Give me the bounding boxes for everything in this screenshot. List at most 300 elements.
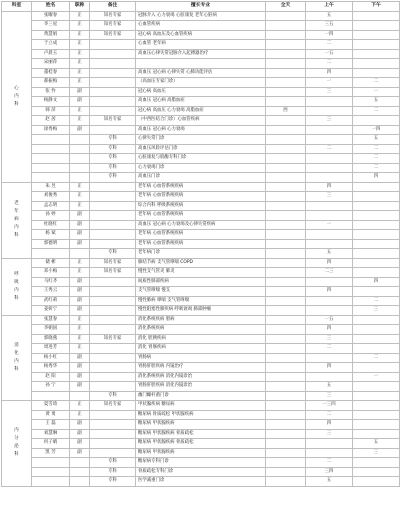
specialty-cell: 冠心病 高血压 心力衰竭 高脂血症: [136, 106, 266, 116]
doctor-name-cell: 王秀云: [32, 287, 70, 297]
remark-cell: [90, 59, 136, 69]
department-label: [2, 315, 32, 401]
table-row: [2, 325, 400, 335]
morning-cell: [306, 97, 353, 107]
full-day-cell: [266, 401, 306, 411]
title-rank-cell: 正: [70, 410, 90, 420]
doctor-name-cell: 于立成: [32, 40, 70, 50]
title-rank-cell: 正: [70, 334, 90, 344]
doctor-name-cell: 凯 芳: [32, 448, 70, 458]
table-row: [2, 439, 400, 449]
table-row: [2, 220, 400, 230]
doctor-name-cell: 姜妍宁: [32, 306, 70, 316]
remark-cell: [90, 40, 136, 50]
header-title: 职称: [70, 2, 90, 12]
remark-cell: 专科: [90, 477, 136, 487]
remark-cell: [90, 372, 136, 382]
morning-cell: 一四: [306, 30, 353, 40]
full-day-cell: [266, 49, 306, 59]
morning-cell: 五: [306, 249, 353, 259]
doctor-name-cell: 邓小梅: [32, 268, 70, 278]
title-rank-cell: 副: [70, 448, 90, 458]
doctor-name-cell: [32, 458, 70, 468]
full-day-cell: [266, 78, 306, 88]
table-row: [2, 306, 400, 316]
title-rank-cell: 副: [70, 97, 90, 107]
table-row: [2, 334, 400, 344]
morning-cell: 二: [306, 410, 353, 420]
specialty-cell: 肺结节病 支气管哮喘 COPD: [136, 258, 266, 268]
doctor-name-cell: 李朝国: [32, 325, 70, 335]
specialty-cell: 冠心病 高血压及心血管疾病: [136, 30, 266, 40]
remark-cell: [90, 306, 136, 316]
specialty-cell: 慢性肺病 哮喘 支气管哮喘: [136, 296, 266, 306]
full-day-cell: [266, 154, 306, 164]
morning-cell: 四: [306, 68, 353, 78]
table-row: [2, 239, 400, 249]
full-day-cell: [266, 201, 306, 211]
table-row: [2, 68, 400, 78]
title-rank-cell: 正: [70, 201, 90, 211]
specialty-cell: 心律失常门诊: [136, 135, 266, 145]
full-day-cell: [266, 30, 306, 40]
table-row: [2, 201, 400, 211]
table-row: [2, 287, 400, 297]
full-day-cell: [266, 125, 306, 135]
afternoon-cell: 二: [353, 78, 400, 88]
remark-cell: 知名专家: [90, 21, 136, 31]
doctor-name-cell: 储 彬: [32, 258, 70, 268]
specialty-cell: 高血压门诊: [136, 173, 266, 183]
specialty-cell: 消化 胆胰疾病: [136, 334, 266, 344]
table-row: [2, 448, 400, 458]
morning-cell: 三: [306, 87, 353, 97]
table-row: [2, 258, 400, 268]
afternoon-cell: [353, 220, 400, 230]
doctor-name-cell: [32, 249, 70, 259]
title-rank-cell: [70, 154, 90, 164]
title-rank-cell: [70, 477, 90, 487]
table-row: [2, 125, 400, 135]
morning-cell: 三: [306, 192, 353, 202]
specialty-cell: 心血管 老年病: [136, 40, 266, 50]
full-day-cell: [266, 135, 306, 145]
morning-cell: [306, 230, 353, 240]
table-row: [2, 11, 400, 21]
afternoon-cell: 一: [353, 87, 400, 97]
afternoon-cell: 四: [353, 277, 400, 287]
remark-cell: [90, 315, 136, 325]
afternoon-cell: 二: [353, 144, 400, 154]
afternoon-cell: [353, 201, 400, 211]
title-rank-cell: 副: [70, 429, 90, 439]
full-day-cell: [266, 391, 306, 401]
remark-cell: [90, 192, 136, 202]
full-day-cell: [266, 458, 306, 468]
afternoon-cell: [353, 477, 400, 487]
morning-cell: [306, 173, 353, 183]
doctor-name-cell: 赵 阳: [32, 372, 70, 382]
table-row: [2, 21, 400, 31]
title-rank-cell: 副: [70, 439, 90, 449]
afternoon-cell: [353, 192, 400, 202]
full-day-cell: [266, 258, 306, 268]
title-rank-cell: 副: [70, 420, 90, 430]
specialty-cell: 高血压 冠心病 心律失常 心肺功能评估: [136, 68, 266, 78]
title-rank-cell: [70, 467, 90, 477]
afternoon-cell: 五: [353, 135, 400, 145]
doctor-name-cell: [32, 144, 70, 154]
afternoon-cell: 二: [353, 353, 400, 363]
table-row: [2, 315, 400, 325]
table-row: [2, 135, 400, 145]
full-day-cell: [266, 439, 306, 449]
doctor-name-cell: 何子晴: [32, 439, 70, 449]
doctor-name-cell: 宋丽萍: [32, 59, 70, 69]
table-row: [2, 277, 400, 287]
title-rank-cell: 正: [70, 30, 90, 40]
table-row: [2, 477, 400, 487]
doctor-name-cell: 孟志明: [32, 201, 70, 211]
remark-cell: [90, 429, 136, 439]
department-label: [2, 401, 32, 487]
title-rank-cell: 正: [70, 11, 90, 21]
specialty-cell: 老年病 心血管系统疾病: [136, 211, 266, 221]
remark-cell: [90, 277, 136, 287]
full-day-cell: [266, 448, 306, 458]
full-day-cell: [266, 144, 306, 154]
doctor-name-cell: [32, 467, 70, 477]
specialty-cell: 高血压风险评估门诊: [136, 144, 266, 154]
full-day-cell: [266, 410, 306, 420]
table-row: [2, 296, 400, 306]
full-day-cell: [266, 97, 306, 107]
morning-cell: 四: [306, 182, 353, 192]
doctor-name-cell: 杨小红: [32, 353, 70, 363]
doctor-name-cell: 李三星: [32, 21, 70, 31]
remark-cell: 知名专家: [90, 334, 136, 344]
doctor-name-cell: 刘慧琳: [32, 429, 70, 439]
doctor-name-cell: [32, 163, 70, 173]
full-day-cell: [266, 429, 306, 439]
afternoon-cell: [353, 391, 400, 401]
table-row: [2, 30, 400, 40]
afternoon-cell: 二: [353, 296, 400, 306]
title-rank-cell: 正: [70, 192, 90, 202]
specialty-cell: 糖尿病专科门诊: [136, 458, 266, 468]
morning-cell: 一: [306, 220, 353, 230]
morning-cell: 三: [306, 391, 353, 401]
remark-cell: 知名专家: [90, 11, 136, 21]
table-row: [2, 410, 400, 420]
remark-cell: [90, 220, 136, 230]
specialty-cell: 老年病门诊: [136, 249, 266, 259]
table-row: [2, 391, 400, 401]
full-day-cell: [266, 353, 306, 363]
header-department: 科室: [2, 2, 32, 12]
doctor-name-cell: 张慧春: [32, 315, 70, 325]
specialty-cell: 心力衰竭门诊: [136, 163, 266, 173]
table-row: [2, 182, 400, 192]
remark-cell: 专科: [90, 144, 136, 154]
full-day-cell: [266, 477, 306, 487]
title-rank-cell: [70, 173, 90, 183]
afternoon-cell: 三: [353, 306, 400, 316]
doctor-name-cell: 张 怜: [32, 87, 70, 97]
remark-cell: 专科: [90, 173, 136, 183]
specialty-cell: 胃肠病: [136, 353, 266, 363]
full-day-cell: [266, 163, 306, 173]
header-specialty: 擅长专业: [136, 2, 266, 12]
title-rank-cell: 正: [70, 182, 90, 192]
remark-cell: [90, 201, 136, 211]
title-rank-cell: [70, 249, 90, 259]
morning-cell: 二: [306, 59, 353, 69]
doctor-name-cell: 董桂春: [32, 68, 70, 78]
doctor-name-cell: [32, 477, 70, 487]
afternoon-cell: 五: [353, 439, 400, 449]
afternoon-cell: [353, 382, 400, 392]
title-rank-cell: 副: [70, 382, 90, 392]
full-day-cell: [266, 382, 306, 392]
doctor-name-cell: 马红齐: [32, 277, 70, 287]
morning-cell: 一三四: [306, 401, 353, 411]
full-day-cell: [266, 420, 306, 430]
remark-cell: 知名专家: [90, 401, 136, 411]
header-name: 姓名: [32, 2, 70, 12]
morning-cell: 三四: [306, 467, 353, 477]
specialty-cell: 冠脉介入 心力衰竭 心脏康复 老年心脏病: [136, 11, 266, 21]
afternoon-cell: [353, 40, 400, 50]
morning-cell: [306, 448, 353, 458]
specialty-cell: 支气管哮喘 慢支: [136, 287, 266, 297]
remark-cell: [90, 106, 136, 116]
afternoon-cell: [353, 315, 400, 325]
morning-cell: 五: [306, 11, 353, 21]
afternoon-cell: 一: [353, 372, 400, 382]
full-day-cell: [266, 40, 306, 50]
afternoon-cell: [353, 249, 400, 259]
doctor-name-cell: 郭德明: [32, 239, 70, 249]
title-rank-cell: 副: [70, 353, 90, 363]
table-row: [2, 97, 400, 107]
doctor-name-cell: 孙 婷: [32, 211, 70, 221]
afternoon-cell: [353, 287, 400, 297]
remark-cell: [90, 211, 136, 221]
title-rank-cell: 副: [70, 296, 90, 306]
morning-cell: [306, 277, 353, 287]
morning-cell: 二: [306, 344, 353, 354]
table-row: [2, 144, 400, 154]
remark-cell: [90, 230, 136, 240]
department-label: [2, 182, 32, 258]
table-row: [2, 49, 400, 59]
doctor-name-cell: 朱 昱: [32, 182, 70, 192]
morning-cell: 三: [306, 116, 353, 126]
title-rank-cell: [70, 144, 90, 154]
specialty-cell: 老年病 心血管系统疾病: [136, 192, 266, 202]
morning-cell: [306, 239, 353, 249]
morning-cell: [306, 135, 353, 145]
specialty-cell: 老年病 心血管系统疾病: [136, 239, 266, 249]
full-day-cell: [266, 21, 306, 31]
doctor-name-cell: 杨静文: [32, 97, 70, 107]
table-row: [2, 106, 400, 116]
table-row: [2, 78, 400, 88]
morning-cell: 四: [306, 258, 353, 268]
morning-cell: [306, 106, 353, 116]
doctor-name-cell: [32, 154, 70, 164]
table-row: [2, 382, 400, 392]
afternoon-cell: [353, 21, 400, 31]
afternoon-cell: 五: [353, 97, 400, 107]
full-day-cell: [266, 11, 306, 21]
afternoon-cell: [353, 334, 400, 344]
specialty-cell: 消化系统疾病 胆病: [136, 315, 266, 325]
remark-cell: 专科: [90, 467, 136, 477]
title-rank-cell: 副: [70, 220, 90, 230]
full-day-cell: [266, 325, 306, 335]
title-rank-cell: [70, 391, 90, 401]
remark-cell: 知名专家: [90, 268, 136, 278]
morning-cell: 一五: [306, 49, 353, 59]
specialty-cell: 老年病 心血管系统疾病: [136, 182, 266, 192]
title-rank-cell: 正: [70, 68, 90, 78]
remark-cell: [90, 420, 136, 430]
specialty-cell: 糖尿病 甲状腺疾病: [136, 448, 266, 458]
department-name: 呼 吸 内 科: [14, 271, 19, 301]
specialty-cell: 消化系统疾病 消化内镜诊治: [136, 372, 266, 382]
title-rank-cell: 副: [70, 363, 90, 373]
full-day-cell: [266, 192, 306, 202]
table-row: [2, 59, 400, 69]
afternoon-cell: [353, 211, 400, 221]
afternoon-cell: [353, 11, 400, 21]
afternoon-cell: [353, 344, 400, 354]
table-row: [2, 467, 400, 477]
morning-cell: 四: [306, 363, 353, 373]
specialty-cell: 高血压 冠心病 心力衰竭: [136, 125, 266, 135]
table-row: [2, 173, 400, 183]
afternoon-cell: [353, 458, 400, 468]
title-rank-cell: 副: [70, 87, 90, 97]
morning-cell: 四: [306, 287, 353, 297]
remark-cell: [90, 49, 136, 59]
doctor-name-cell: 赵 茜: [32, 116, 70, 126]
full-day-cell: [266, 116, 306, 126]
doctor-name-cell: 刘俊秀: [32, 192, 70, 202]
doctor-name-cell: 卢晨玉: [32, 49, 70, 59]
doctor-name-cell: 武红莉: [32, 296, 70, 306]
header-morning: 上午: [306, 2, 353, 12]
remark-cell: [90, 439, 136, 449]
doctor-name-cell: 韩 萍: [32, 106, 70, 116]
full-day-cell: [266, 306, 306, 316]
full-day-cell: [266, 363, 306, 373]
full-day-cell: [266, 334, 306, 344]
morning-cell: 三: [306, 334, 353, 344]
remark-cell: [90, 97, 136, 107]
header-row: [2, 2, 400, 12]
morning-cell: 五: [306, 477, 353, 487]
specialty-cell: 糖尿病 骨质疏松 甲状腺疾病: [136, 410, 266, 420]
table-row: [2, 401, 400, 411]
header-remark: 备注: [90, 2, 136, 12]
table-row: [2, 163, 400, 173]
full-day-cell: [266, 59, 306, 69]
remark-cell: [90, 239, 136, 249]
table-row: [2, 363, 400, 373]
specialty-cell: 慢性支气管炎 肺炎: [136, 268, 266, 278]
table-row: [2, 420, 400, 430]
specialty-cell: 消化系统疾病: [136, 325, 266, 335]
table-row: [2, 353, 400, 363]
afternoon-cell: 四: [353, 173, 400, 183]
table-row: [2, 116, 400, 126]
title-rank-cell: 正: [70, 49, 90, 59]
remark-cell: 知名专家: [90, 258, 136, 268]
title-rank-cell: [70, 135, 90, 145]
doctor-name-cell: 郝振梅: [32, 78, 70, 88]
afternoon-cell: 二: [353, 163, 400, 173]
specialty-cell: 老年病 心血管系统疾病: [136, 230, 266, 240]
title-rank-cell: 副: [70, 277, 90, 287]
title-rank-cell: 副: [70, 125, 90, 135]
table-row: [2, 230, 400, 240]
remark-cell: [90, 410, 136, 420]
full-day-cell: [266, 467, 306, 477]
specialty-cell: 幽门螺杆菌门诊: [136, 391, 266, 401]
title-rank-cell: 副: [70, 372, 90, 382]
header-fullday: 全天: [266, 2, 306, 12]
morning-cell: [306, 154, 353, 164]
afternoon-cell: [353, 325, 400, 335]
table-row: [2, 458, 400, 468]
department-name: 内 分 泌 科: [14, 428, 19, 458]
morning-cell: [306, 353, 353, 363]
morning-cell: [306, 201, 353, 211]
afternoon-cell: [353, 230, 400, 240]
full-day-cell: [266, 277, 306, 287]
specialty-cell: 消化 胃肠疾病: [136, 344, 266, 354]
full-day-cell: 西: [266, 106, 306, 116]
remark-cell: [90, 87, 136, 97]
full-day-cell: [266, 239, 306, 249]
doctor-name-cell: 周进芳: [32, 344, 70, 354]
full-day-cell: [266, 173, 306, 183]
doctor-name-cell: 郭晓燕: [32, 334, 70, 344]
specialty-cell: （中西医结合门诊）心血管疾病: [136, 116, 266, 126]
remark-cell: 专科: [90, 163, 136, 173]
morning-cell: [306, 125, 353, 135]
remark-cell: 知名专家: [90, 116, 136, 126]
title-rank-cell: [70, 163, 90, 173]
morning-cell: 二: [306, 458, 353, 468]
morning-cell: 二: [306, 144, 353, 154]
remark-cell: [90, 448, 136, 458]
full-day-cell: [266, 287, 306, 297]
specialty-cell: 高血压 冠心病 高脂血症: [136, 97, 266, 107]
morning-cell: [306, 163, 353, 173]
morning-cell: 一: [306, 78, 353, 88]
afternoon-cell: [353, 467, 400, 477]
doctor-name-cell: [32, 173, 70, 183]
schedule-table: [1, 1, 400, 487]
morning-cell: 二三: [306, 268, 353, 278]
full-day-cell: [266, 268, 306, 278]
specialty-cell: 间质性肺部疾病: [136, 277, 266, 287]
afternoon-cell: [353, 116, 400, 126]
